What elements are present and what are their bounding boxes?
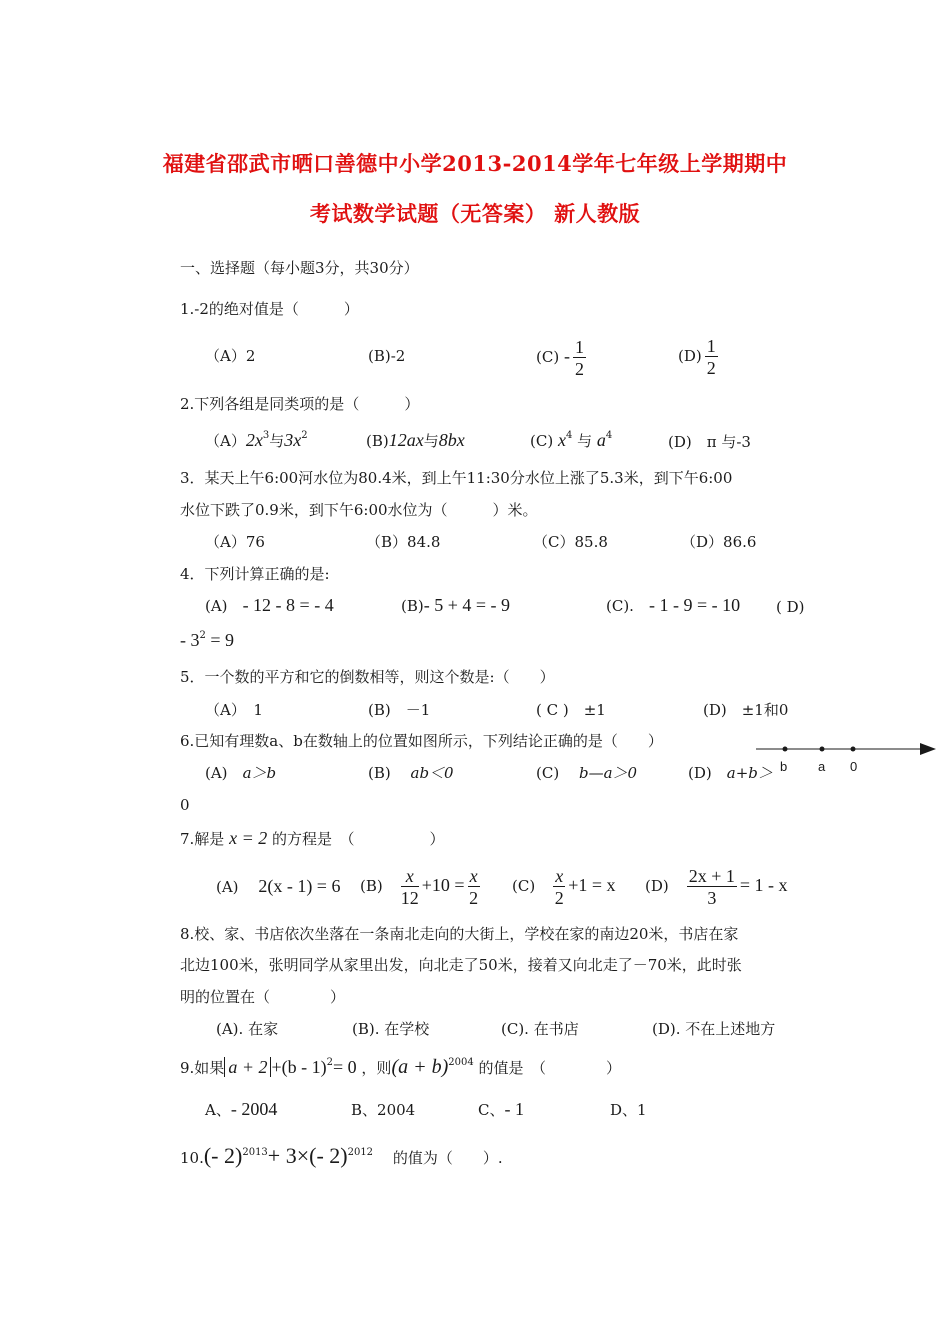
q3-option-d: （D）86.6 — [681, 533, 757, 551]
q9-option-b: B、2004 — [351, 1101, 416, 1119]
number-line-arrow — [920, 743, 936, 755]
q1-c-fraction: $\frac{1}{2}$ — [574, 336, 584, 379]
q5-stem: 5．一个数的平方和它的倒数相等，则这个数是:（ ） — [180, 668, 555, 686]
q4-option-d-label: ( D) — [776, 598, 805, 616]
q4-option-a: (A) - 12 - 8 = - 4 — [205, 595, 334, 615]
q8-line-2: 北边100米，张明同学从家里出发，向北走了50米，接着又向北走了－70米，此时张 — [180, 956, 742, 974]
q6-option-d: (D) a+b＞ — [688, 764, 773, 782]
q5-option-d: (D) ±1和0 — [703, 701, 789, 719]
q2-stem: 2.下列各组是同类项的是（ ） — [180, 395, 420, 413]
q6-option-a: (A) a＞b — [205, 764, 277, 782]
q6-option-b: (B) ab＜0 — [368, 764, 454, 782]
q8-line-1: 8.校、家、书店依次坐落在一条南北走向的大街上，学校在家的南边20米，书店在家 — [180, 925, 739, 943]
q7-option-d: (D) $\frac{2x + 1}{3}$ = 1 - x — [645, 865, 788, 908]
q3-line-1: 3．某天上午6:00河水位为80.4米，到上午11:30分水位上涨了5.3米，到下午6:00 — [180, 469, 733, 487]
q7-c-fraction: $\frac{x}{2}$ — [554, 865, 564, 908]
q1-d-label: (D) — [678, 347, 702, 365]
q7-option-b: (B) $\frac{x}{12}$ +10 = $\frac{x}{2}$ — [360, 865, 479, 908]
q4-option-d-expr: - $3^2 = 9$ — [180, 630, 235, 650]
q7-option-c: (C) $\frac{x}{2}$ +1 = x — [512, 865, 616, 908]
q5-option-c: ( C ) ±1 — [536, 701, 606, 719]
q7-stem: 7.解是 x = 2 的方程是 （ ） — [180, 828, 445, 848]
point-a — [820, 747, 825, 752]
q3-line-2: 水位下跌了0.9米，到下午6:00水位为（ ）米。 — [180, 501, 538, 519]
axis-label-b: b — [780, 759, 788, 774]
q6-stem: 6.已知有理数a、b在数轴上的位置如图所示，下列结论正确的是（ ） — [180, 732, 663, 750]
q1-c-label: (C) — [536, 348, 560, 366]
q7-b-fraction-right: $\frac{x}{2}$ — [469, 865, 479, 908]
q1-d-fraction: $\frac{1}{2}$ — [706, 335, 716, 378]
q6-option-d-tail: 0 — [180, 796, 190, 814]
q2-option-d: (D) π 与-3 — [668, 433, 751, 451]
q10-stem: 10.(- 2)$^{2013}$+ 3×(- 2)$^{2012}$ 的值为（ ）. — [180, 1143, 503, 1168]
q9-option-d: D、1 — [610, 1101, 647, 1119]
q5-option-a: （A） 1 — [205, 701, 263, 719]
point-zero — [851, 747, 856, 752]
q7-b-fraction-left: $\frac{x}{12}$ — [400, 865, 419, 908]
q4-option-b: (B)- 5 + 4 = - 9 — [401, 595, 511, 615]
q2-option-a: $(A)2x^3$与$3x^2$ — [205, 430, 308, 450]
q8-option-d: (D). 不在上述地方 — [652, 1020, 776, 1038]
q7-d-fraction: $\frac{2x + 1}{3}$ — [688, 865, 735, 908]
point-b — [783, 747, 788, 752]
q8-option-c: (C). 在书店 — [501, 1020, 579, 1038]
q1-option-a: （A）2 — [205, 347, 256, 365]
q6-option-c: (C) b—a＞0 — [536, 764, 638, 782]
q3-option-b: （B）84.8 — [366, 533, 441, 551]
q3-option-a: （A）76 — [205, 533, 265, 551]
q1-option-b: (B)-2 — [368, 347, 406, 365]
title-line-1: 福建省邵武市晒口善德中小学2013-2014学年七年级上学期期中 — [162, 151, 788, 176]
q4-option-c: (C). - 1 - 9 = - 10 — [606, 595, 741, 615]
q8-option-a: (A). 在家 — [216, 1020, 279, 1038]
q3-option-c: （C）85.8 — [533, 533, 608, 551]
section-heading: 一、选择题（每小题3分，共30分） — [180, 259, 419, 277]
q8-line-3: 明的位置在（ ） — [180, 988, 346, 1006]
title-line-2: 考试数学试题（无答案） 新人教版 — [309, 201, 641, 226]
axis-label-a: a — [818, 759, 826, 774]
q9-option-a: A、- 2004 — [205, 1099, 278, 1119]
q4-stem: 4．下列计算正确的是: — [180, 565, 330, 583]
q8-option-b: (B). 在学校 — [352, 1020, 430, 1038]
q1-c-sign: - — [563, 346, 570, 366]
q2-option-c: (C) $x^4$ 与 $a^4$ — [530, 430, 613, 450]
axis-label-zero: 0 — [850, 759, 858, 774]
q9-stem: 9.如果 a + 2 +(b - 1)$^2$= 0 ，则$(a + b)^{2004}$ 的值是 （ ） — [180, 1056, 622, 1078]
q1-stem: 1.-2的绝对值是（ ） — [180, 300, 359, 318]
q5-option-b: (B) －1 — [368, 701, 431, 719]
q1-option-c — [536, 334, 589, 380]
q7-option-a: (A) 2(x - 1) = 6 — [216, 876, 341, 896]
q9-absolute-value: a + 2 — [224, 1057, 271, 1077]
q1-option-d — [678, 334, 721, 379]
q9-option-c: C、- 1 — [478, 1099, 524, 1119]
q2-option-b: (B)12ax与8bx — [366, 430, 465, 450]
